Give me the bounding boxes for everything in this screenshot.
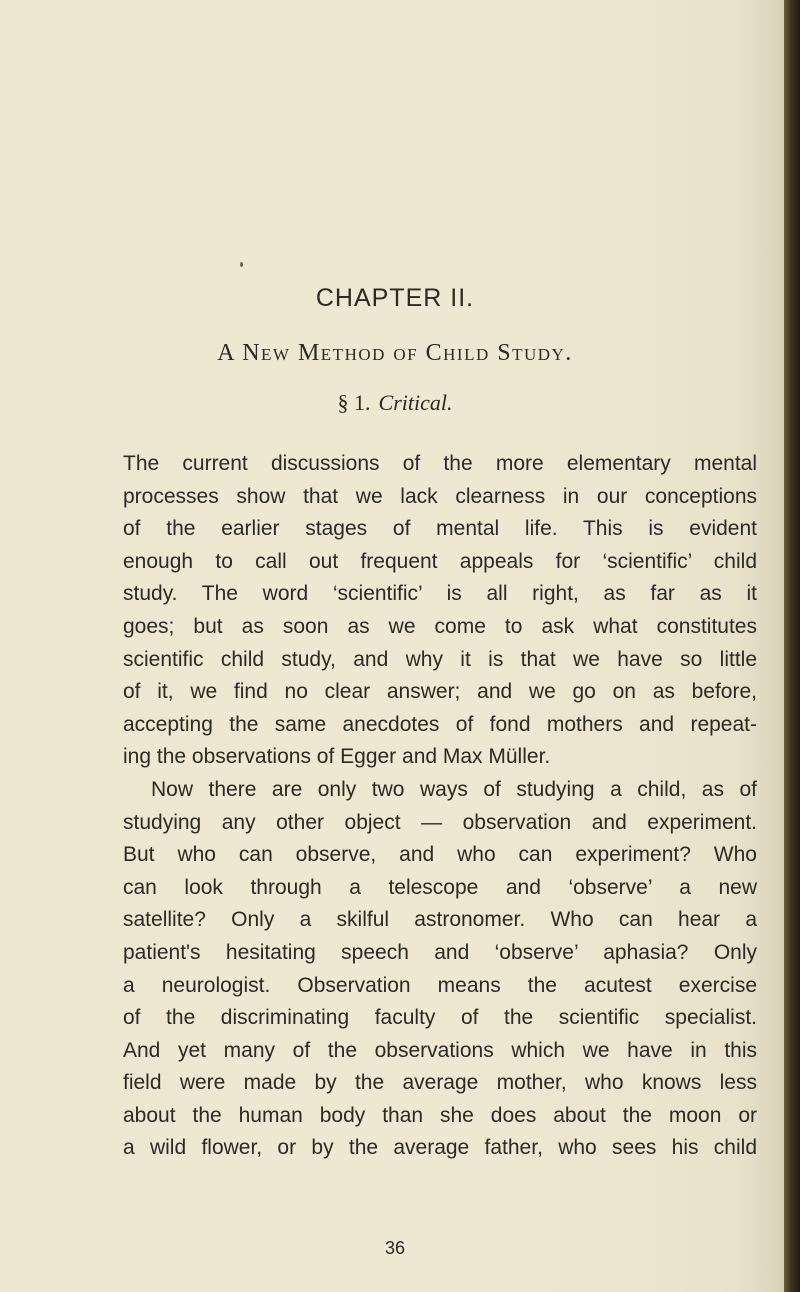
text-line: The current discussions of the more elementary mental bbox=[123, 452, 757, 475]
section-heading bbox=[0, 390, 790, 416]
text-line: can look through a telescope and ‘observe’ a new bbox=[123, 875, 757, 899]
page-number: 36 bbox=[384, 1238, 406, 1258]
text-line: scientific child study, and why it is that we have so little bbox=[123, 647, 757, 671]
text-line: study. The word ‘scientific’ is all right, as far as it bbox=[123, 582, 757, 606]
text-line: of the discriminating faculty of the scientific specialist. bbox=[123, 1006, 757, 1030]
ink-speck bbox=[240, 262, 243, 267]
text-line: a neurologist. Observation means the acutest exercise bbox=[123, 973, 757, 997]
chapter-heading: CHAPTER II. bbox=[315, 284, 475, 312]
book-edge-shadow bbox=[784, 0, 800, 1292]
text-line: enough to call out frequent appeals for ‘scientific’ child bbox=[123, 549, 757, 573]
text-line: of it, we find no clear answer; and we go on as before, bbox=[123, 680, 757, 704]
text-line: of the earlier stages of mental life. This is evident bbox=[123, 517, 757, 541]
text-line: But who can observe, and who can experiment? Who bbox=[123, 843, 757, 867]
section-name: Critical. bbox=[378, 390, 453, 415]
text-line: satellite? Only a skilful astronomer. Who can hear a bbox=[123, 908, 757, 932]
text-line: a wild flower, or by the average father, who sees his child bbox=[123, 1136, 757, 1160]
text-line: patient's hesitating speech and ‘observe’ aphasia? Only bbox=[123, 940, 757, 964]
body-text bbox=[123, 448, 757, 1165]
text-line: about the human body than she does about the moon or bbox=[123, 1103, 757, 1127]
chapter-title: A New Method of Child Study. bbox=[217, 340, 573, 366]
text-line: ing the observations of Egger and Max Müller. bbox=[123, 745, 551, 769]
text-line: And yet many of the observations which we have in this bbox=[123, 1038, 757, 1062]
text-line: field were made by the average mother, who knows less bbox=[123, 1071, 757, 1095]
section-number: § 1. bbox=[337, 390, 371, 415]
text-line: accepting the same anecdotes of fond mothers and repeat- bbox=[123, 712, 757, 736]
text-line: processes show that we lack clearness in our conceptions bbox=[123, 484, 757, 508]
text-line: goes; but as soon as we come to ask what constitutes bbox=[123, 614, 757, 638]
text-line: studying any other object — observation and experiment. bbox=[123, 810, 757, 834]
text-line: Now there are only two ways of studying a child, as of bbox=[151, 777, 757, 801]
